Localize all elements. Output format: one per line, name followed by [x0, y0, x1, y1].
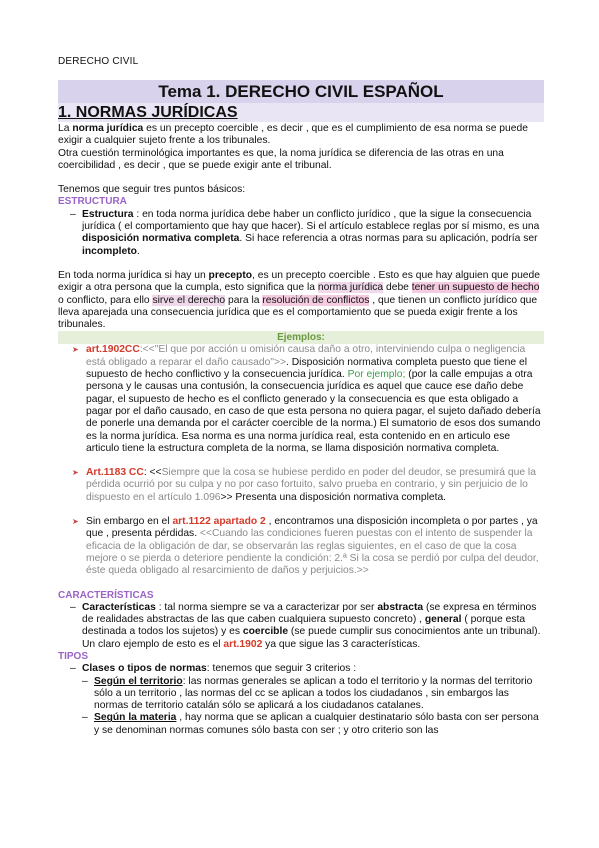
tipos-subitem: – Según la materia , hay norma que se aplican a cualquier destinatario sólo basta con ser persona y se denominan normas comunes sólo basta con ser ; y otro criterio son las: [82, 712, 544, 737]
tipos-item: – Clases o tipos de normas: tenemos que seguir 3 criterios : – Según el territorio: las normas generales se aplican a todo el territorio y la normas del territorio sólo a un territorio , las normas del cc se aplican a todos los ciudadanos , sin embargos las normas de territorio catalán sólo se aplicará a los ciudadanos catalanes. – Según la materia , hay norma que se aplican a cualquier destinatario sólo basta con ser persona y se denominan normas comunes sólo basta con ser ; y otro criterio son las: [70, 663, 544, 737]
document-body: [58, 80, 544, 737]
caracteristicas-list: [58, 602, 544, 651]
intro-paragraph-3: Tenemos que seguir tres puntos básicos:: [58, 184, 246, 196]
examples-list: [58, 344, 544, 577]
intro-paragraph-2: Otra cuestión terminológica importantes es que, la noma jurídica se diferencia de las otras en una coercibilidad , es decir , que se puede exigir ante el tribunal.: [58, 147, 504, 171]
estructura-item: – Estructura : en toda norma jurídica debe haber un conflicto jurídico , que la sigue la consecuencia jurídica ( el comportamiento que hay que hacer). Si el artículo establece reglas por sí mismo, es una disposición normativa completa. Si hace referencia a otras normas para su aplicación, podría ser incompleto.: [70, 209, 544, 258]
caracteristicas-item: – Características : tal norma siempre se va a caracterizar por ser abstracta (se expresa en términos de realidades abstractas de las que caben cualquiera supuesto concreto) , general ( porque esta destinada a todos los sujetos) y es coercible (se puede cumplir sus conocimientos ante un tribunal). Un claro ejemplo de esto es el art.1902 ya que sigue las 3 características.: [70, 602, 544, 651]
document-title: Tema 1. DERECHO CIVIL ESPAÑOL: [58, 80, 544, 103]
example-item: ➤ Art.1183 CC: <<Siempre que la cosa se hubiese perdido en poder del deudor, se presumirá que la pérdida ocurrió por su culpa y no por caso fortuito, salvo prueba en contrario, y sin perjuicio de lo dispuesto en el artículo 1.096>> Presenta una disposición normativa completa.: [72, 467, 544, 504]
precepto-paragraph: En toda norma jurídica si hay un precepto, es un precepto coercible . Esto es que hay alguien que puede exigir a otra persona que la cumpla, esto significa que la norma jurídica debe tener un supuesto de hecho o conflicto, para ello sirve el derecho para la resolución de conflictos , que tienen un conflicto jurídico que lleva aparejada una consecuencia jurídica que es el comportamiento que se pueda exigir frente a los tribunales.: [58, 269, 540, 331]
example-item: ➤ Sin embargo en el art.1122 apartado 2 , encontramos una disposición incompleta o por partes , ya que , presenta pérdidas. <<Cuando las condiciones fueren puestas con el intento de suspender la eficacia de la obligación de dar, se observarán las reglas siguientes, en el caso de que la cosa mejore o se pierda o deteriore pendiente la condición: 2.ª Si la cosa se perdió por culpa del deudor, éste queda obligado al resarcimiento de daños y perjuicios.>>: [72, 516, 544, 577]
tipos-list: [58, 663, 544, 737]
intro-paragraph-1: La norma jurídica es un precepto coercible , es decir , que es el cumplimiento de esa norma se puede exigir a cualquier sujeto frente a los tribunales.: [58, 123, 528, 147]
tipos-heading: TIPOS: [58, 650, 89, 662]
tipos-sublist: [82, 676, 544, 737]
section-heading: 1. NORMAS JURÍDICAS: [58, 103, 544, 122]
tipos-subitem: – Según el territorio: las normas generales se aplican a todo el territorio y la normas del territorio sólo a un territorio , las normas del cc se aplican a todos los ciudadanos , sin embargos las normas de territorio catalán sólo se aplicará a los ciudadanos catalanes.: [82, 676, 544, 713]
estructura-list: [58, 209, 544, 258]
estructura-heading: ESTRUCTURA: [58, 196, 127, 208]
page-header: DERECHO CIVIL: [58, 56, 139, 67]
examples-label: Ejemplos:: [58, 331, 544, 344]
example-item: ➤ art.1902CC:<<"El que por acción u omisión causa daño a otro, interviniendo culpa o negligencia está obligado a reparar el daño causado">>. Disposición normativa completa puesto que tiene el supuesto de hecho conflictivo y la consecuencia jurídica. Por ejemplo; (por la calle empujas a otra persona y le causas una contusión, la consecuencia jurídica es aquel que cauce ese daño debe pagar, el supuesto de hecho es el conflicto generado y la consecuencia es que esta obligado a pagar por el daño causado, en caso de que esta persona no quiera pagar, el sujeto dañado debería de ponerle una demanda por el carácter coercible de la norma.) El sumatorio de esos dos sumando es la norma jurídica. Esa norma es una norma jurídica real, esta contenido en en articulo ese articulo tiene la estructura completa de la norma, se llama disposición normativa completa.: [72, 344, 544, 455]
caracteristicas-heading: CARACTERÍSTICAS: [58, 589, 154, 601]
